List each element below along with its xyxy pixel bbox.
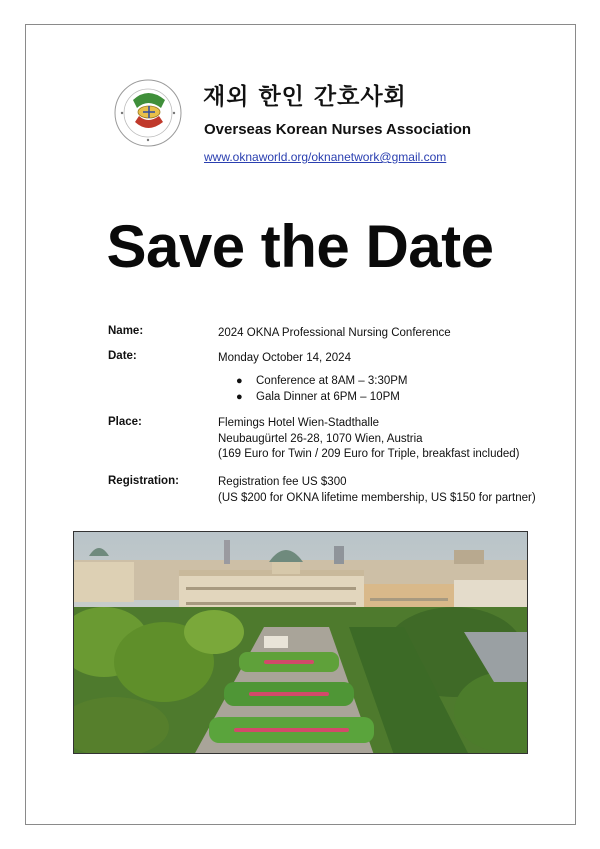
page-title: Save the Date (106, 213, 494, 280)
org-name-english: Overseas Korean Nurses Association (204, 121, 472, 138)
registration-line: Registration fee US $300 (218, 476, 347, 488)
place-line: Neubaugürtel 26-28, 1070 Wien, Austria (218, 433, 423, 445)
name-label: Name: (108, 325, 144, 337)
vienna-volksgarten-aerial-photo (73, 531, 528, 754)
schedule-item: Gala Dinner at 6PM – 10PM (256, 391, 400, 403)
schedule-item: Conference at 8AM – 3:30PM (256, 375, 408, 387)
place-label: Place: (108, 416, 142, 428)
name-value: 2024 OKNA Professional Nursing Conference (218, 327, 451, 339)
bullet-icon: ● (236, 391, 243, 403)
okna-seal-icon (113, 78, 183, 148)
place-line: (169 Euro for Twin / 209 Euro for Triple, breakfast included) (218, 448, 520, 460)
registration-label: Registration: (108, 475, 179, 487)
website-link[interactable]: www.oknaworld.org/oknanetwork@gmail.com (204, 150, 447, 164)
date-value: Monday October 14, 2024 (218, 352, 351, 364)
registration-line: (US $200 for OKNA lifetime membership, US $150 for partner) (218, 492, 536, 504)
org-name-korean: 재외 한인 간호사회 (203, 84, 407, 110)
place-line: Flemings Hotel Wien-Stadthalle (218, 417, 380, 429)
date-label: Date: (108, 350, 137, 362)
bullet-icon: ● (236, 375, 243, 387)
